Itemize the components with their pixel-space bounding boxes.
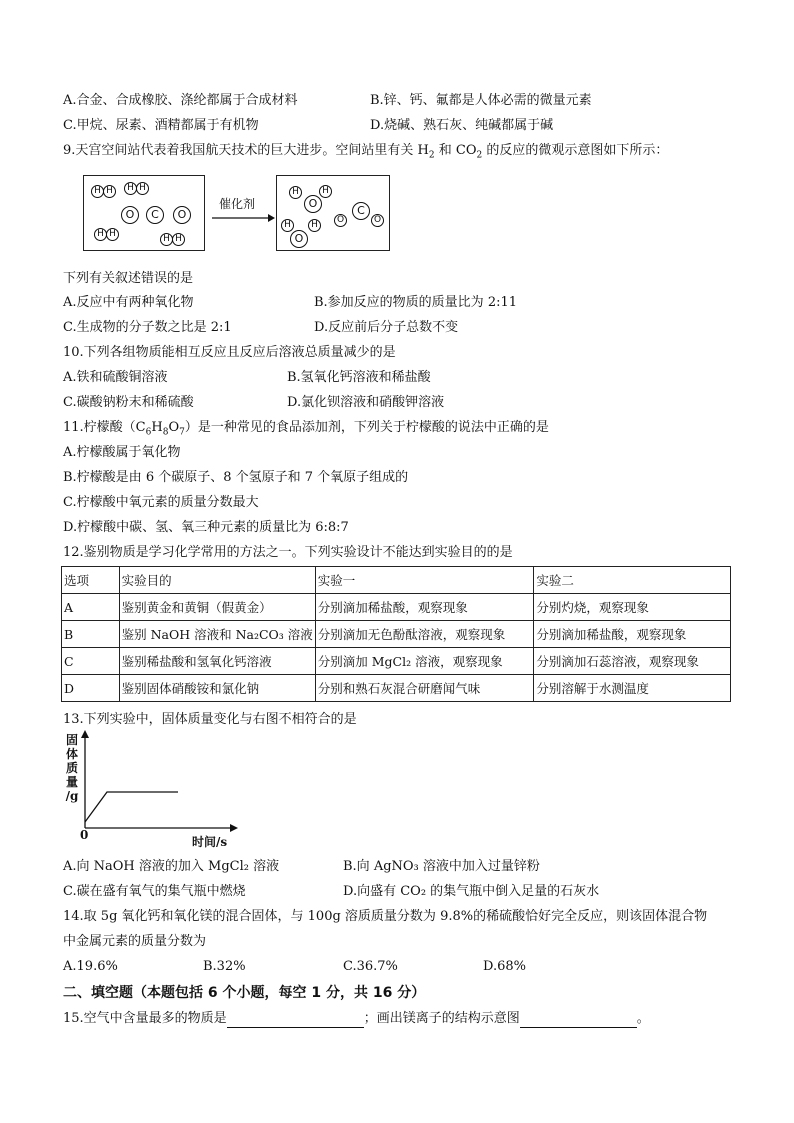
atom-h: H	[106, 228, 119, 241]
section-title: 二、填空题（本题包括 6 个小题，每空 1 分，共 16 分）	[63, 985, 426, 1001]
table-row	[62, 675, 731, 702]
table-header: 实验二	[534, 567, 731, 594]
table-cell: 鉴别黄金和黄铜（假黄金）	[119, 594, 315, 621]
q8-option-d: D.烧碱、熟石灰、纯碱都属于碱	[370, 118, 554, 133]
table-cell: 分别滴加石蕊溶液，观察现象	[534, 648, 731, 675]
graph-line	[85, 792, 178, 822]
products-box	[276, 175, 390, 251]
table-header: 实验一	[315, 567, 534, 594]
atom-h: H	[136, 182, 149, 195]
table-cell: 分别滴加无色酚酞溶液，观察现象	[315, 621, 534, 648]
q10-option-b: B.氢氧化钙溶液和稀盐酸	[287, 370, 431, 385]
atom-o: O	[371, 214, 384, 227]
table-cell: 分别和熟石灰混合研磨闻气味	[315, 675, 534, 702]
table-cell: B	[62, 621, 120, 648]
table-header: 实验目的	[119, 567, 315, 594]
atom-o: O	[334, 214, 347, 227]
q13-option-c: C.碳在盛有氧气的集气瓶中燃烧	[63, 884, 246, 899]
q10-option-d: D.氯化钡溶液和硝酸钾溶液	[287, 395, 445, 410]
table-cell: 鉴别稀盐酸和氢氧化钙溶液	[119, 648, 315, 675]
q8-option-c: C.甲烷、尿素、酒精都属于有机物	[63, 118, 259, 133]
q9-option-b: B.参加反应的物质的质量比为 2:11	[314, 295, 518, 310]
q10-option-a: A.铁和硫酸铜溶液	[63, 370, 168, 385]
table-cell: 分别滴加稀盐酸，观察现象	[534, 621, 731, 648]
table-header: 选项	[62, 567, 120, 594]
q10-stem: 10.下列各组物质能相互反应且反应后溶液总质量减少的是	[63, 345, 396, 360]
table-cell: 分别滴加 MgCl₂ 溶液，观察现象	[315, 648, 534, 675]
q11-stem: 11.柠檬酸$(C_6H_8O_7)$是一种常见的食品添加剂，下列关于柠檬酸的说法中正确的是	[63, 420, 549, 438]
q9-option-c: C.生成物的分子数之比是 2:1	[63, 320, 232, 335]
graph-y-label: 固 体 质 量 /g	[65, 733, 79, 803]
graph-x-label: 时间/s	[192, 835, 228, 849]
atom-c: C	[146, 206, 164, 224]
reaction-arrow	[210, 213, 276, 223]
graph-origin: 0	[80, 828, 89, 842]
table-cell: 鉴别固体硝酸铵和氯化钠	[119, 675, 315, 702]
experiment-table	[61, 566, 731, 702]
atom-h: H	[160, 233, 173, 246]
q9-stem: 9.天宫空间站代表着我国航天技术的巨大进步。空间站里有关 $H_2$ 和 $CO_2$ 的反应的微观示意图如下所示：	[63, 143, 669, 161]
atom-o: O	[290, 230, 308, 248]
atom-o: O	[173, 206, 191, 224]
q13-stem: 13.下列实验中，固体质量变化与右图不相符合的是	[63, 712, 357, 727]
q9-question: 下列有关叙述错误的是	[63, 271, 194, 286]
q14-option-d: D.68%	[483, 959, 526, 974]
atom-h: H	[308, 219, 321, 232]
graph-axes	[80, 730, 240, 832]
atom-h: H	[94, 228, 107, 241]
atom-o: O	[121, 206, 139, 224]
atom-h: H	[103, 185, 116, 198]
q15-text-2: ；画出镁离子的结构示意图	[363, 1011, 520, 1026]
q8-option-b: B.锌、钙、氟都是人体必需的微量元素	[370, 93, 592, 108]
table-cell: 分别灼烧，观察现象	[534, 594, 731, 621]
atom-h: H	[172, 233, 185, 246]
q13-option-b: B.向 AgNO₃ 溶液中加入过量锌粉	[343, 859, 540, 874]
q13-option-a: A.向 NaOH 溶液的加入 MgCl₂ 溶液	[63, 859, 280, 874]
q14-option-b: B.32%	[203, 959, 246, 974]
q14-option-c: C.36.7%	[343, 959, 398, 974]
table-row	[62, 648, 731, 675]
q14-option-a: A.19.6%	[63, 959, 118, 974]
q11-option-b: B.柠檬酸是由 6 个碳原子、8 个氢原子和 7 个氧原子组成的	[63, 470, 409, 485]
q11-option-c: C.柠檬酸中氧元素的质量分数最大	[63, 495, 259, 510]
q14-stem-line2: 中金属元素的质量分数为	[63, 934, 207, 949]
atom-h: H	[281, 219, 294, 232]
q11-option-d: D.柠檬酸中碳、氢、氧三种元素的质量比为 6:8:7	[63, 520, 349, 535]
table-row	[62, 594, 731, 621]
atom-o: O	[304, 195, 322, 213]
table-row	[62, 621, 731, 648]
table-cell: A	[62, 594, 120, 621]
table-cell: C	[62, 648, 120, 675]
atom-h: H	[319, 185, 332, 198]
table-cell: 分别滴加稀盐酸，观察现象	[315, 594, 534, 621]
table-cell: 鉴别 NaOH 溶液和 Na₂CO₃ 溶液	[119, 621, 315, 648]
atom-h: H	[289, 186, 302, 199]
q9-option-d: D.反应前后分子总数不变	[314, 320, 459, 335]
q8-option-a: A.合金、合成橡胶、涤纶都属于合成材料	[63, 93, 298, 108]
atom-c: C	[352, 202, 370, 220]
q15-text-1: 15.空气中含量最多的物质是	[63, 1011, 227, 1026]
catalyst-label: 催化剂	[219, 197, 256, 211]
q14-stem-line1: 14.取 5g 氧化钙和氧化镁的混合固体，与 100g 溶质质量分数为 9.8%的稀硫酸恰好完全反应，则该固体混合物	[63, 909, 708, 924]
q15-line	[63, 1010, 650, 1028]
table-cell: D	[62, 675, 120, 702]
table-cell: 分别溶解于水测温度	[534, 675, 731, 702]
q15-text-3: 。	[636, 1011, 650, 1026]
atom-h: H	[91, 185, 104, 198]
answer-blank-2[interactable]	[520, 1013, 637, 1028]
q13-option-d: D.向盛有 CO₂ 的集气瓶中倒入足量的石灰水	[343, 884, 600, 899]
table-header-row	[62, 567, 731, 594]
atom-h: H	[124, 182, 137, 195]
q12-stem: 12.鉴别物质是学习化学常用的方法之一。下列实验设计不能达到实验目的的是	[63, 545, 513, 560]
answer-blank-1[interactable]	[227, 1013, 364, 1028]
q11-option-a: A.柠檬酸属于氧化物	[63, 445, 181, 460]
q9-option-a: A.反应中有两种氧化物	[63, 295, 194, 310]
q10-option-c: C.碳酸钠粉末和稀硫酸	[63, 395, 194, 410]
reactants-box	[83, 175, 205, 251]
